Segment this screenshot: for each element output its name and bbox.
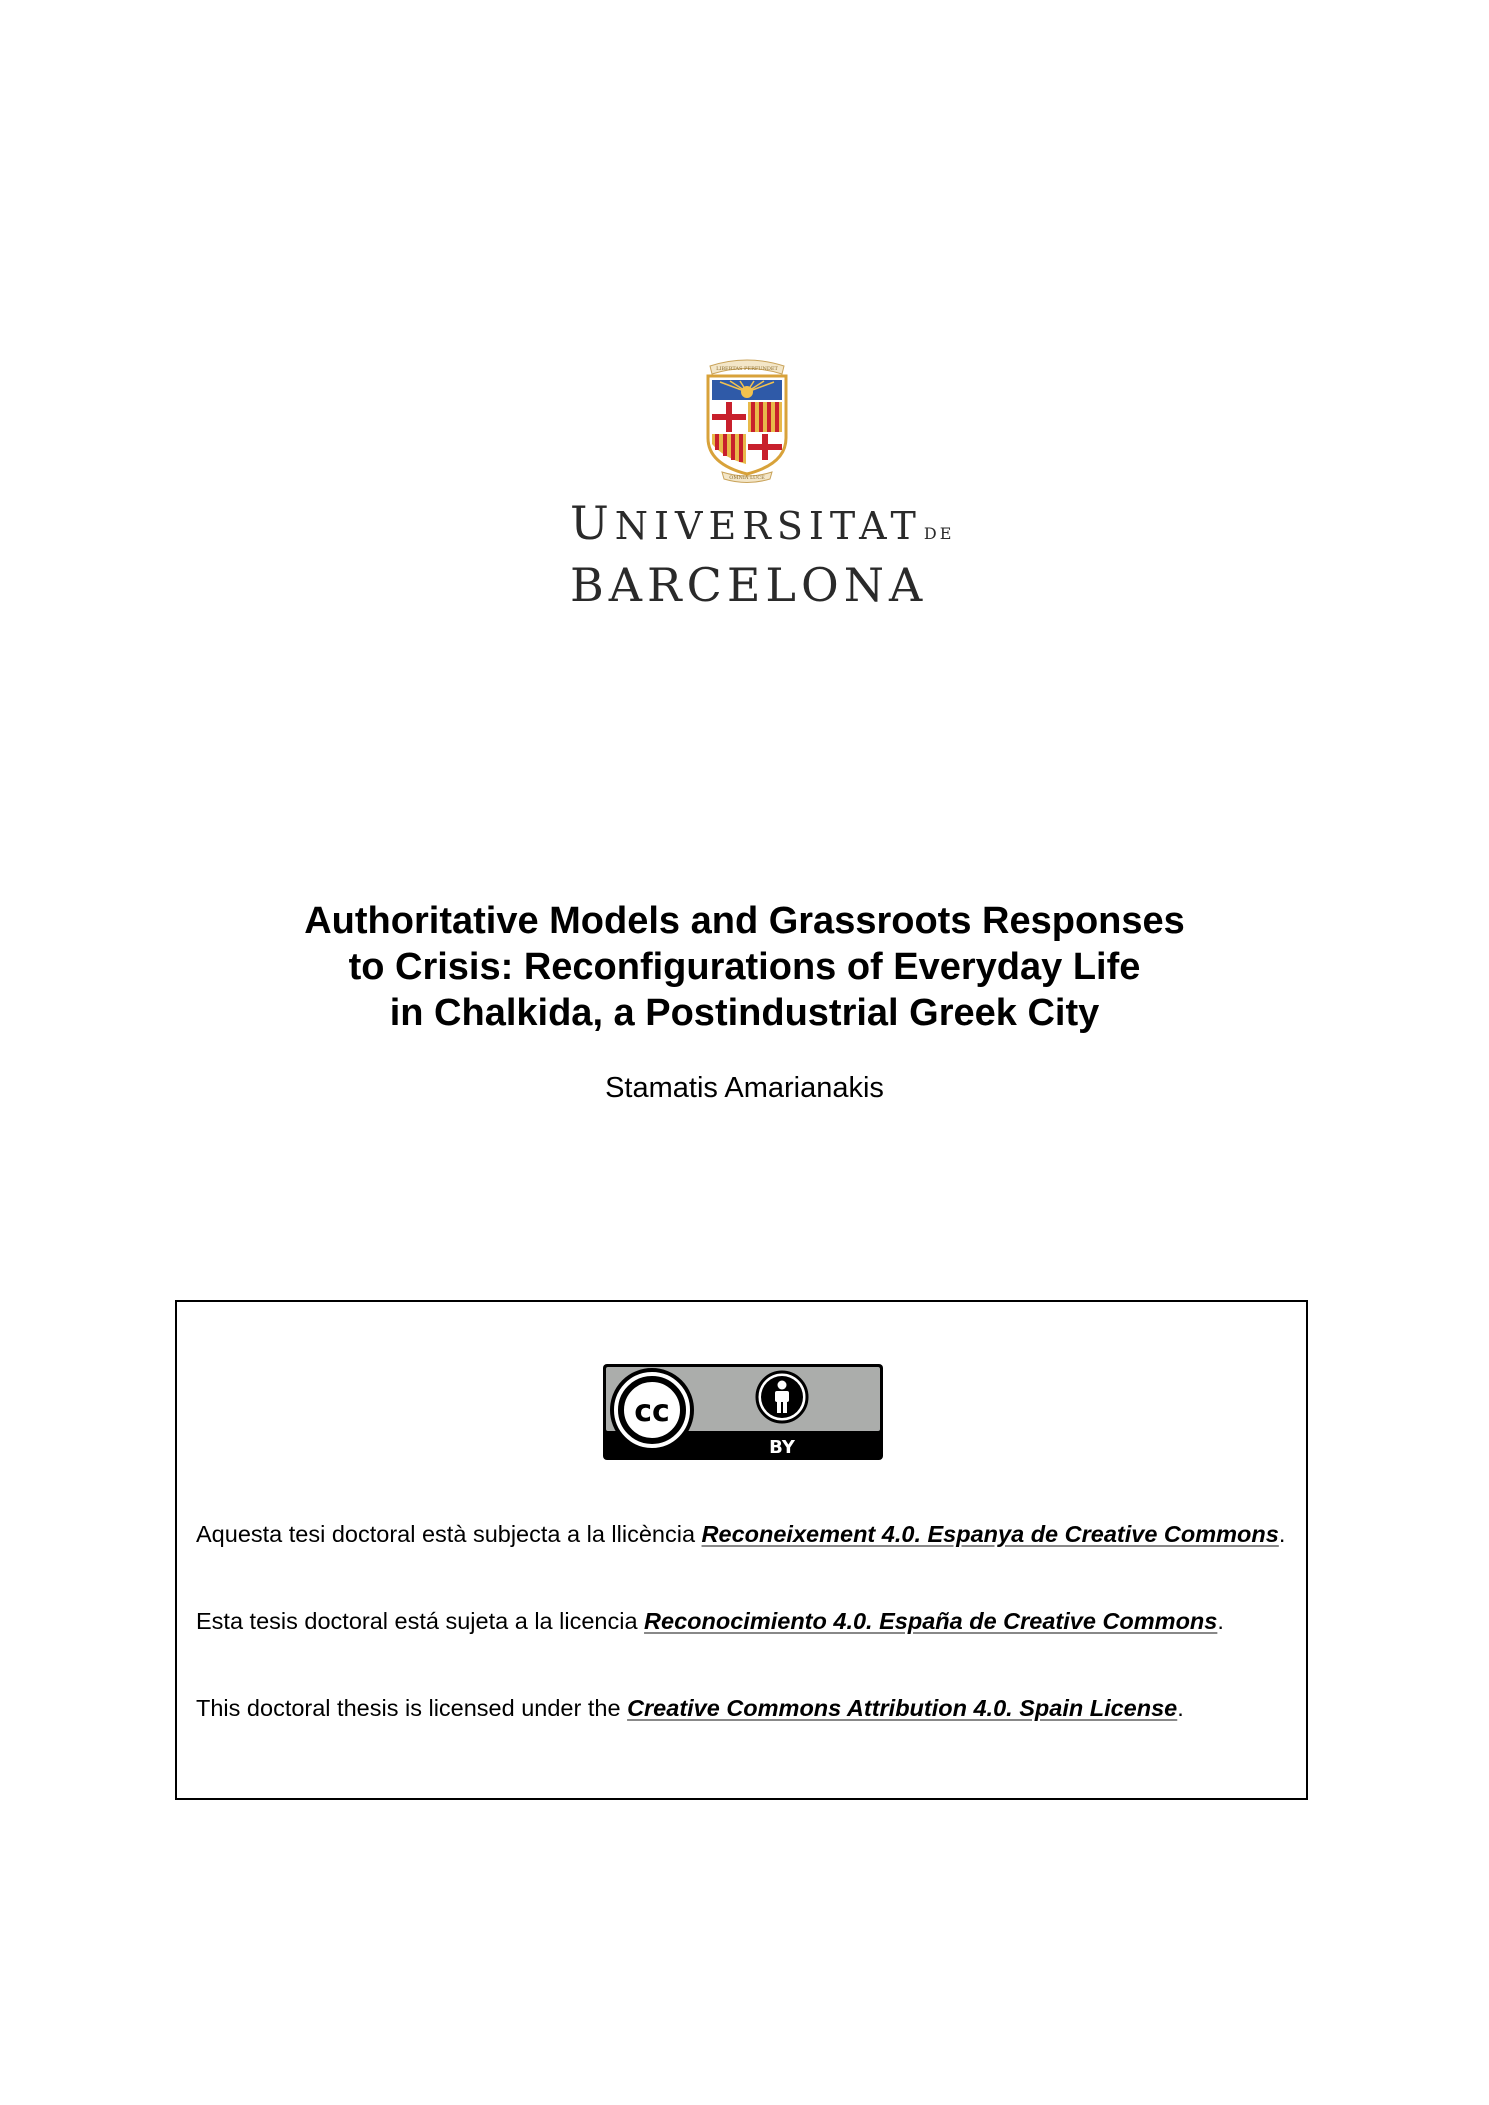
- license-text-catalan: [196, 1520, 1290, 1549]
- license-english-intro: This doctoral thesis is licensed under the: [196, 1695, 621, 1721]
- university-name-initial: U: [570, 496, 615, 550]
- svg-text:OMNIA LUCE: OMNIA LUCE: [729, 475, 765, 481]
- svg-text:LIBERTAS PERFUNDET: LIBERTAS PERFUNDET: [716, 366, 778, 372]
- license-text-spanish: [196, 1607, 1290, 1636]
- thesis-author: Stamatis Amarianakis: [605, 1072, 884, 1104]
- license-spanish-end: .: [1217, 1608, 1224, 1634]
- thesis-title: [150, 898, 1339, 1036]
- license-catalan-end: .: [1278, 1521, 1286, 1547]
- license-english-link[interactable]: Creative Commons Attribution 4.0. Spain License: [627, 1695, 1178, 1721]
- university-wordmark: [570, 496, 955, 613]
- university-name-de: DE: [923, 524, 955, 543]
- cc-icon: [612, 1370, 692, 1450]
- thesis-title-line: in Chalkida, a Postindustrial Greek City: [389, 992, 1100, 1034]
- license-catalan-intro: Aquesta tesi doctoral està subjecta a la llicència: [196, 1521, 696, 1547]
- license-catalan-link[interactable]: Reconeixement 4.0. Espanya de Creative Commons: [701, 1521, 1279, 1547]
- svg-text:cc: cc: [634, 1394, 670, 1429]
- university-name-line2: BARCELONA: [570, 558, 928, 612]
- attribution-person-icon: [757, 1372, 807, 1422]
- thesis-title-line: to Crisis: Reconfigurations of Everyday Life: [348, 946, 1141, 988]
- license-text-english: [196, 1694, 1290, 1723]
- cc-by-badge[interactable]: [602, 1363, 884, 1461]
- by-label: BY: [769, 1437, 795, 1458]
- license-spanish-intro: Esta tesis doctoral está sujeta a la licencia: [196, 1608, 638, 1634]
- university-seal-logo: [700, 352, 794, 486]
- license-spanish-link[interactable]: Reconocimiento 4.0. España de Creative Commons: [644, 1608, 1218, 1634]
- thesis-title-line: Authoritative Models and Grassroots Responses: [304, 900, 1185, 942]
- university-name-rest: NIVERSITAT: [614, 504, 922, 548]
- university-name-line1: [570, 496, 955, 557]
- license-box: [175, 1300, 1308, 1800]
- license-english-end: .: [1177, 1695, 1184, 1721]
